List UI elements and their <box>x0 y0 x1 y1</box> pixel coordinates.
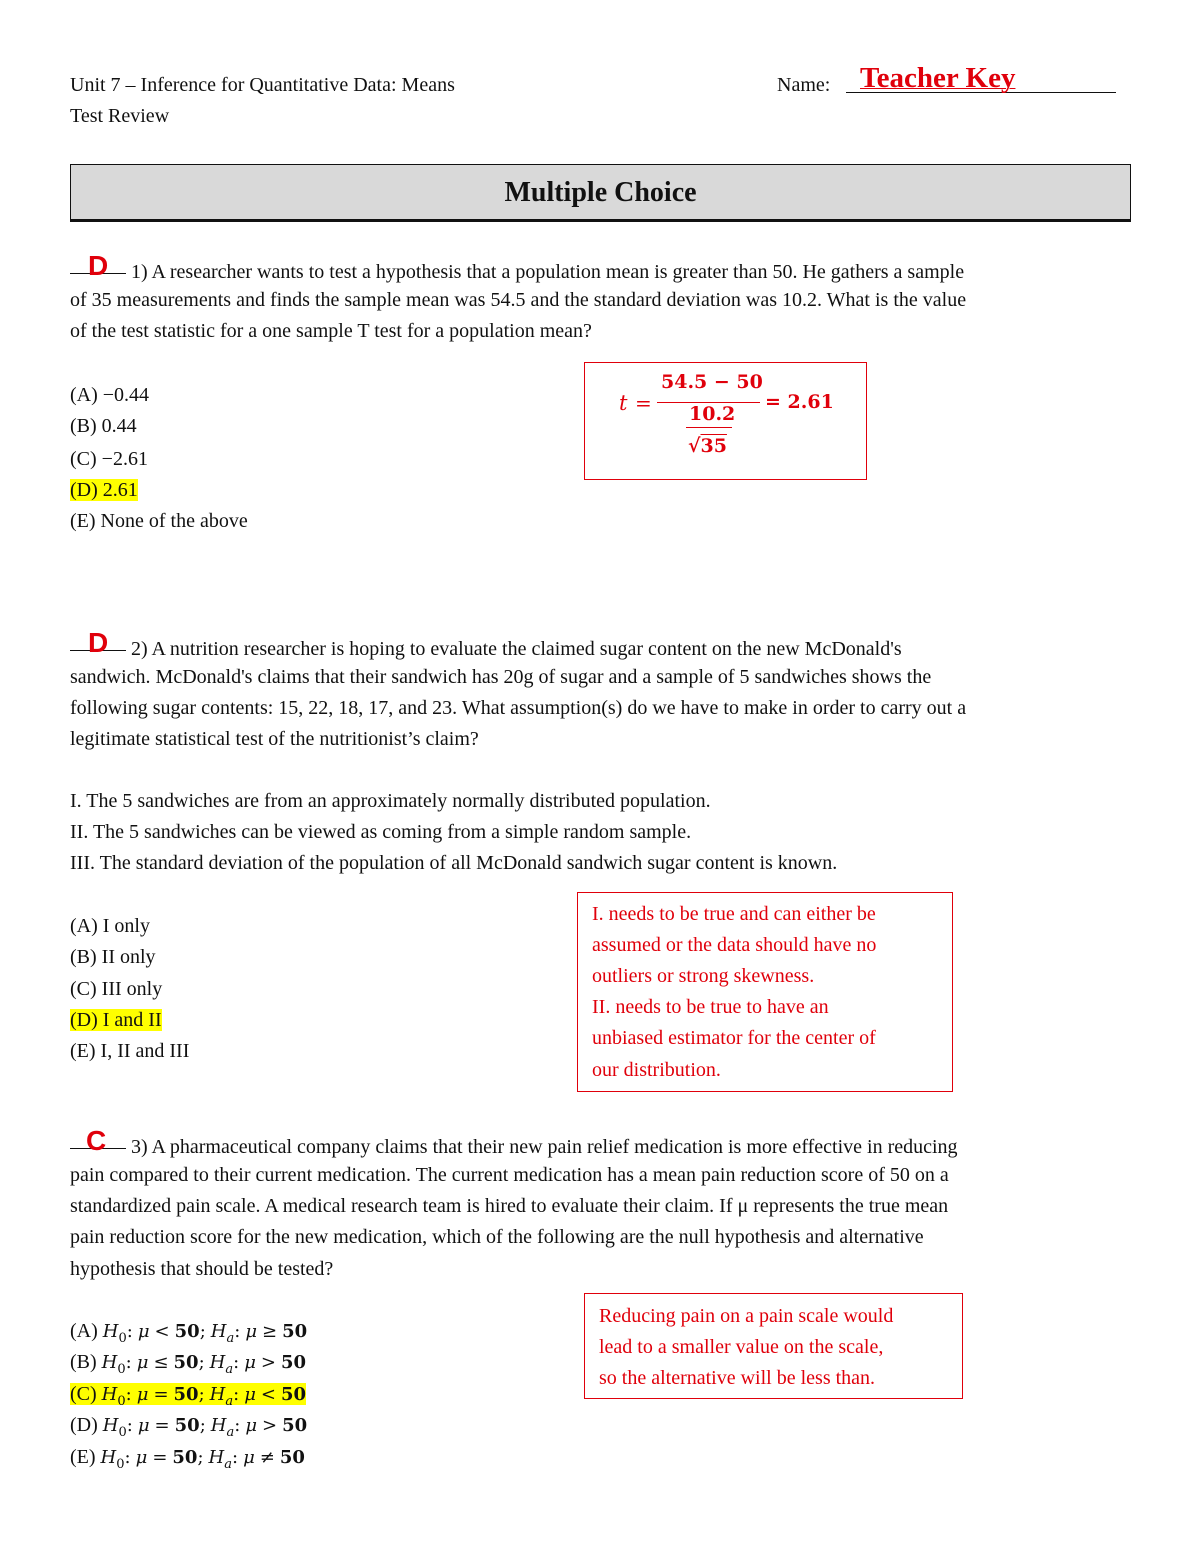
formula-var: t <box>619 391 628 415</box>
q3-text-1: 3) A pharmaceutical company claims that their new pain relief medication is more effective in reducing <box>131 1136 958 1158</box>
mu-symbol: μ <box>135 1447 148 1468</box>
q3-note-3: so the alternative will be less than. <box>599 1367 876 1389</box>
mu-symbol: μ <box>244 1352 256 1373</box>
q1-choice-d[interactable] <box>70 475 138 506</box>
h-symbol: H <box>209 1352 226 1373</box>
choice-label: (C) <box>70 1383 97 1405</box>
q2-line-3: following sugar contents: 15, 22, 18, 17, and 23. What assumption(s) do we have to make in order to carry out a <box>70 697 967 719</box>
formula-result: = 2.61 <box>765 391 834 413</box>
separator: ; <box>198 1352 205 1373</box>
formula-denominator: 10.2 <box>689 403 736 425</box>
null-subscript: 0 <box>118 1331 127 1346</box>
q1-formula-box <box>584 362 867 480</box>
alt-subscript: a <box>225 1394 234 1409</box>
alt-subscript: a <box>225 1362 234 1377</box>
q3-line-3: standardized pain scale. A medical research team is hired to evaluate their claim. If μ represents the true mean <box>70 1195 949 1217</box>
colon: : <box>126 1321 133 1342</box>
alt-operator: > <box>262 1415 278 1436</box>
choice-label: (B) <box>70 1351 97 1373</box>
q2-statement-1: I. The 5 sandwiches are from an approximately normally distributed population. <box>70 790 711 812</box>
mu-symbol: μ <box>136 1352 149 1373</box>
mu-symbol: μ <box>137 1321 150 1342</box>
alt-operator: ≠ <box>259 1447 275 1468</box>
colon: : <box>125 1352 132 1373</box>
q1-choice-d-highlight: (D) 2.61 <box>70 479 138 501</box>
alt-subscript: a <box>226 1425 235 1440</box>
name-value: Teacher Key <box>860 62 1016 94</box>
q2-statement-3: III. The standard deviation of the population of all McDonald sandwich sugar content is known. <box>70 852 838 874</box>
mu-symbol: μ <box>243 1447 255 1468</box>
doc-title: Unit 7 – Inference for Quantitative Data: Means <box>70 74 455 96</box>
alt-value: 50 <box>281 1352 307 1373</box>
mu-symbol: μ <box>136 1384 149 1405</box>
h-symbol: H <box>209 1384 226 1405</box>
q1-choice-b[interactable]: (B) 0.44 <box>70 415 137 437</box>
q1-line-1 <box>70 250 965 288</box>
q3-choice-e-content <box>70 1446 305 1472</box>
colon: : <box>125 1384 132 1405</box>
q2-answer: D <box>88 627 109 658</box>
q1-answer: D <box>88 250 109 281</box>
null-subscript: 0 <box>116 1457 125 1472</box>
alt-operator: ≥ <box>262 1321 278 1342</box>
mu-symbol: μ <box>244 1384 256 1405</box>
h-symbol: H <box>210 1415 227 1436</box>
q2-choice-b[interactable]: (B) II only <box>70 946 156 968</box>
colon: : <box>232 1447 239 1468</box>
colon: : <box>233 1352 240 1373</box>
null-value: 50 <box>174 1321 200 1342</box>
alt-value: 50 <box>282 1415 308 1436</box>
q2-choice-d-highlight: (D) I and II <box>70 1009 162 1031</box>
q3-line-4: pain reduction score for the new medication, which of the following are the null hypothesis and alternative <box>70 1226 924 1248</box>
choice-label: (A) <box>70 1320 98 1342</box>
h-symbol: H <box>210 1321 227 1342</box>
colon: : <box>233 1384 240 1405</box>
q3-note-1: Reducing pain on a pain scale would <box>599 1305 894 1327</box>
q2-note-1: I. needs to be true and can either be <box>592 903 876 925</box>
h-symbol: H <box>100 1447 117 1468</box>
null-value: 50 <box>174 1415 200 1436</box>
h-symbol: H <box>208 1447 225 1468</box>
q3-choice-e[interactable] <box>70 1442 305 1480</box>
q3-answer: C <box>86 1125 107 1156</box>
null-subscript: 0 <box>117 1394 126 1409</box>
q3-choice-c-content <box>70 1383 307 1409</box>
alt-operator: < <box>260 1384 277 1405</box>
q2-note-6: our distribution. <box>592 1059 721 1081</box>
q2-line-2: sandwich. McDonald's claims that their sandwich has 20g of sugar and a sample of 5 sandwiches shows the <box>70 666 932 688</box>
q3-line-5: hypothesis that should be tested? <box>70 1258 334 1280</box>
q3-choice-d-content <box>70 1414 308 1440</box>
q2-choice-d[interactable] <box>70 1005 162 1036</box>
q3-line-2: pain compared to their current medication. The current medication has a mean pain reduction score of 50 on a <box>70 1164 949 1186</box>
q2-note-3: outliers or strong skewness. <box>592 965 815 987</box>
q2-line-4: legitimate statistical test of the nutritionist’s claim? <box>70 728 479 750</box>
q1-line-2: of 35 measurements and finds the sample mean was 54.5 and the standard deviation was 10.2. What is the value <box>70 289 967 311</box>
q1-choice-a[interactable]: (A) −0.44 <box>70 384 150 406</box>
null-operator: = <box>153 1384 169 1405</box>
q2-line-1 <box>70 627 902 665</box>
separator: ; <box>199 1321 206 1342</box>
null-value: 50 <box>173 1384 199 1405</box>
q1-line-3: of the test statistic for a one sample T test for a population mean? <box>70 320 592 342</box>
alt-subscript: a <box>226 1331 235 1346</box>
separator: ; <box>198 1384 205 1405</box>
null-operator: = <box>152 1447 168 1468</box>
null-value: 50 <box>172 1447 198 1468</box>
name-label: Name: <box>777 74 831 96</box>
q3-line-1 <box>70 1125 958 1163</box>
q2-note-2: assumed or the data should have no <box>592 934 877 956</box>
mu-symbol: μ <box>137 1415 150 1436</box>
q2-choice-a[interactable]: (A) I only <box>70 915 150 937</box>
q2-statement-2: II. The 5 sandwiches can be viewed as coming from a simple random sample. <box>70 821 692 843</box>
mu-symbol: μ <box>245 1415 258 1436</box>
null-value: 50 <box>173 1352 199 1373</box>
separator: ; <box>199 1415 206 1436</box>
choice-label: (E) <box>70 1446 96 1468</box>
h-symbol: H <box>101 1352 118 1373</box>
choice-label: (D) <box>70 1414 98 1436</box>
q1-choice-c[interactable]: (C) −2.61 <box>70 448 148 470</box>
h-symbol: H <box>101 1384 118 1405</box>
q1-choice-e[interactable]: (E) None of the above <box>70 510 248 532</box>
mu-symbol: μ <box>245 1321 258 1342</box>
formula-inner-bar <box>686 427 732 428</box>
colon: : <box>126 1415 133 1436</box>
colon: : <box>234 1415 241 1436</box>
alt-value: 50 <box>282 1321 308 1342</box>
section-header-box <box>70 164 1131 222</box>
alt-value: 50 <box>281 1384 307 1405</box>
q2-choice-e[interactable]: (E) I, II and III <box>70 1040 190 1062</box>
null-subscript: 0 <box>118 1425 127 1440</box>
null-operator: = <box>154 1415 170 1436</box>
q1-text-1: 1) A researcher wants to test a hypothesis that a population mean is greater than 50. He gathers a sample <box>131 261 965 283</box>
q3-note-2: lead to a smaller value on the scale, <box>599 1336 884 1358</box>
alt-value: 50 <box>279 1447 305 1468</box>
sqrt-arg: 35 <box>700 435 727 457</box>
sqrt-sign: √ <box>688 435 701 457</box>
formula-sqrt <box>688 435 727 457</box>
null-subscript: 0 <box>117 1362 126 1377</box>
q3-note-box <box>584 1293 963 1399</box>
q3-choice-a-content <box>70 1320 308 1346</box>
colon: : <box>234 1321 241 1342</box>
section-title: Multiple Choice <box>504 177 697 208</box>
doc-subtitle: Test Review <box>70 105 170 127</box>
q2-choice-c[interactable]: (C) III only <box>70 978 163 1000</box>
alt-operator: > <box>260 1352 277 1373</box>
q2-text-1: 2) A nutrition researcher is hoping to evaluate the claimed sugar content on the new McDonald's <box>131 638 902 660</box>
name-field[interactable] <box>846 60 1116 96</box>
q2-answer-blank[interactable] <box>70 627 126 658</box>
null-operator: < <box>154 1321 170 1342</box>
null-operator: ≤ <box>153 1352 169 1373</box>
formula-numerator: 54.5 − 50 <box>661 371 763 393</box>
colon: : <box>124 1447 131 1468</box>
alt-subscript: a <box>224 1457 233 1472</box>
h-symbol: H <box>102 1415 119 1436</box>
formula-eq: = <box>635 391 652 415</box>
separator: ; <box>197 1447 204 1468</box>
q3-answer-blank[interactable] <box>70 1125 126 1156</box>
q2-note-box <box>577 892 953 1092</box>
q3-choice-b-content <box>70 1351 307 1377</box>
q1-answer-blank[interactable] <box>70 250 126 281</box>
q2-note-4: II. needs to be true to have an <box>592 996 829 1018</box>
h-symbol: H <box>102 1321 119 1342</box>
q2-note-5: unbiased estimator for the center of <box>592 1027 876 1049</box>
